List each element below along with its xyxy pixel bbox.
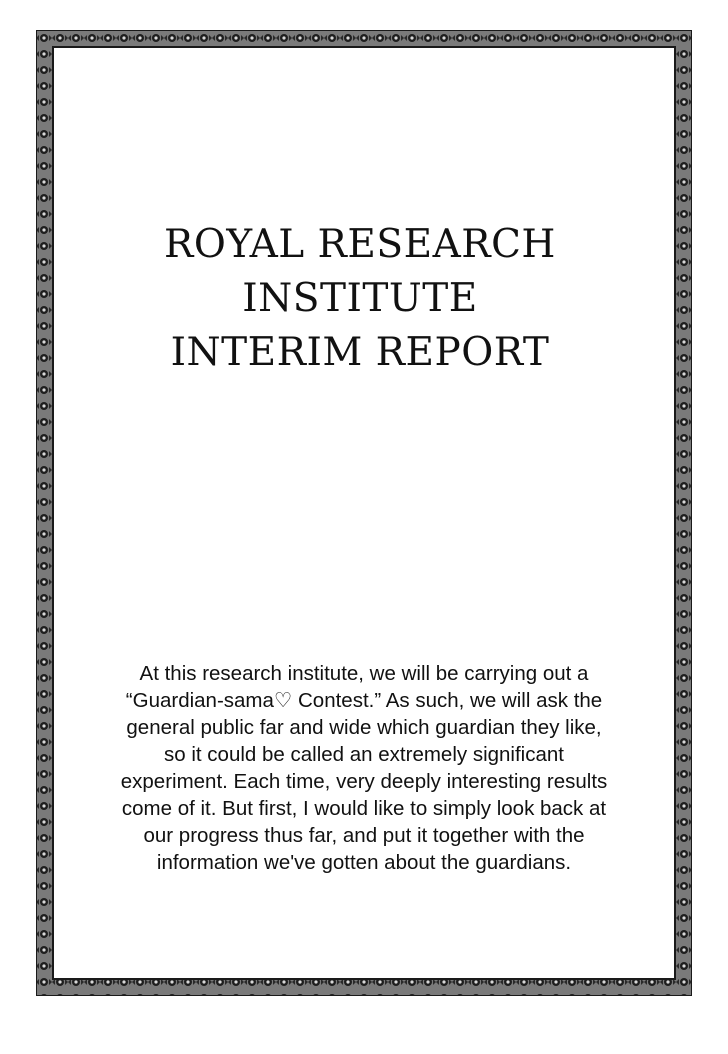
body-paragraph: At this research institute, we will be carrying out a “Guardian-sama♡ Contest.” As such, we will ask the general public far and wide which guardian they like, so it could be called an extremely significant experiment. Each time, very deeply interesting results come of it. But first, I would like to simply look back at our progress thus far, and put it together with the information we've gotten about the guardians. [120,662,608,874]
page-title [60,218,660,380]
title-line-1: ROYAL RESEARCH [164,222,556,267]
title-line-3: INTERIM REPORT [170,330,550,375]
title-line-2: INSTITUTE [242,276,478,321]
